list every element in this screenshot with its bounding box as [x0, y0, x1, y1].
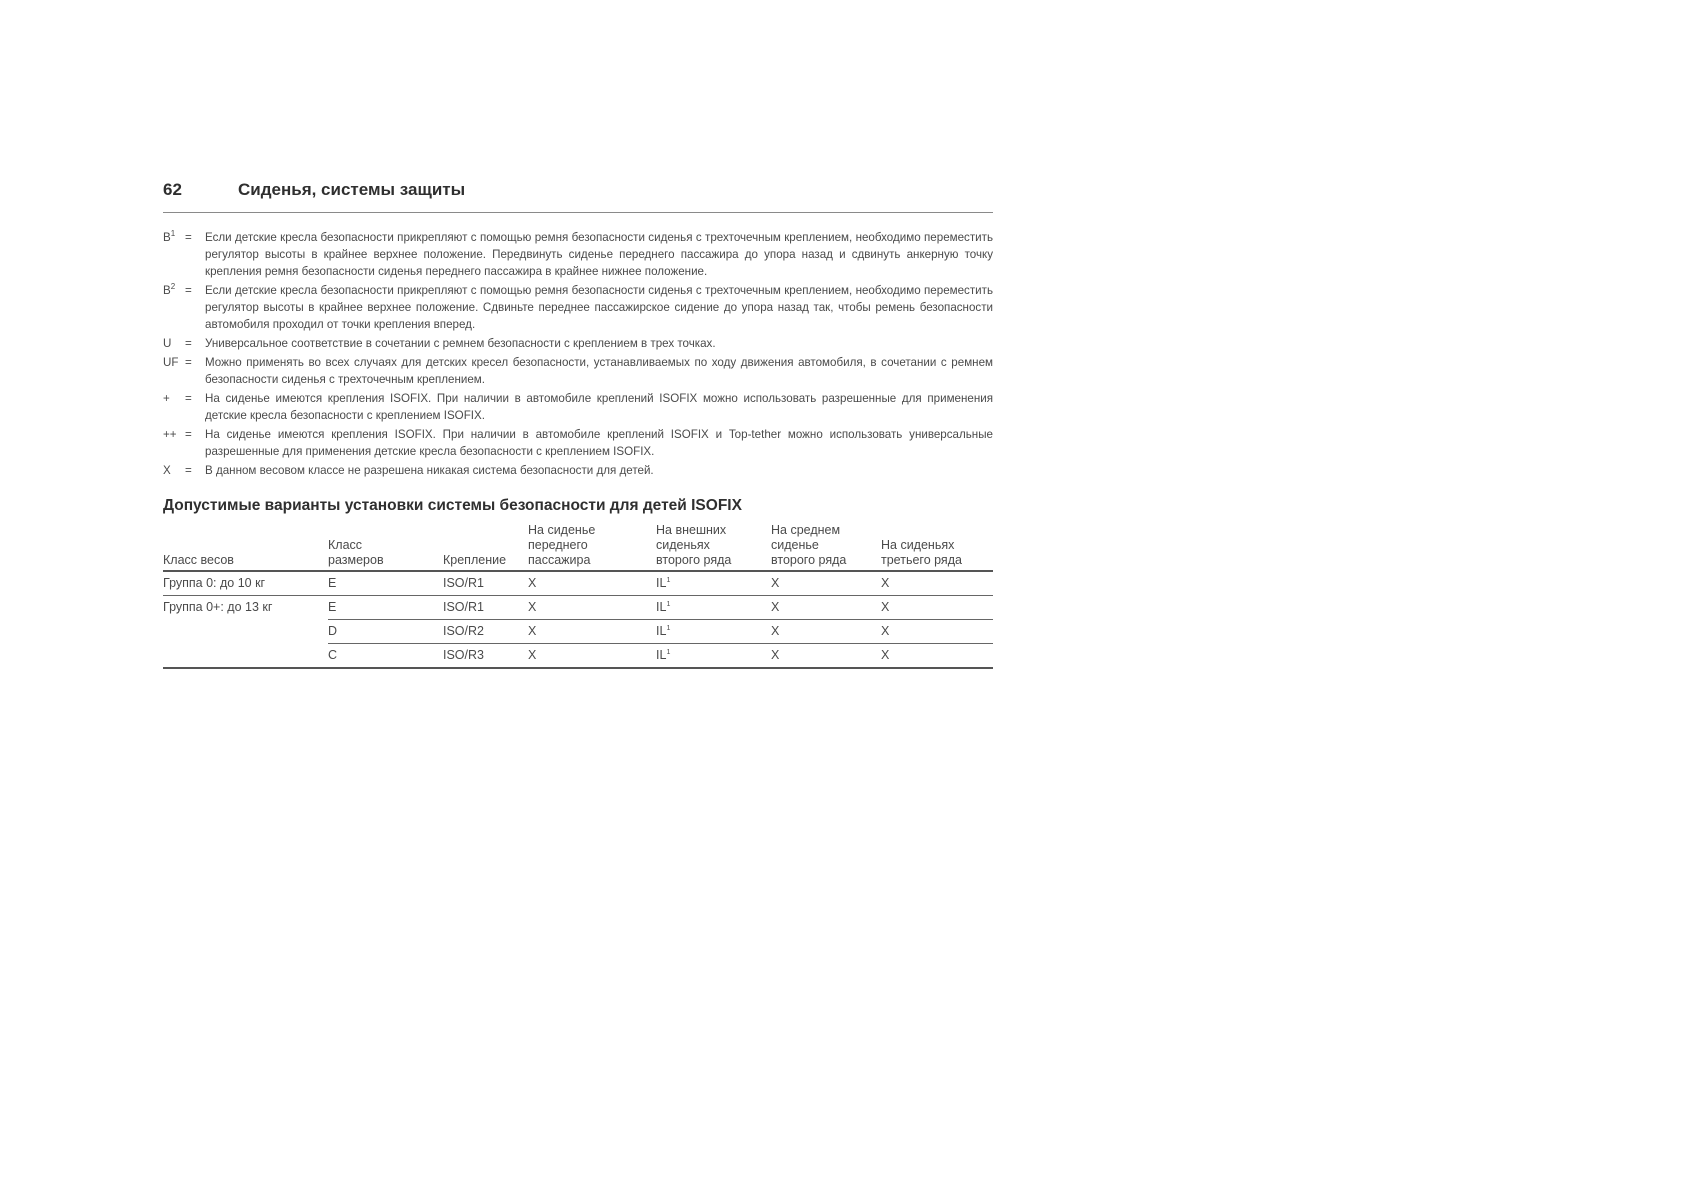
cell-outer: $IL^1$ [656, 596, 771, 620]
legend-item [163, 335, 993, 352]
legend-key: ++ [163, 428, 177, 441]
legend-list [163, 229, 993, 479]
cell-middle: X [771, 620, 881, 644]
legend-equals: = [185, 337, 192, 350]
legend-text: Если детские кресла безопасности прикрепляют с помощью ремня безопасности сиденья с трехточечным креплением, необходимо переместить регулятор высоты в крайнее верхнее положение. Сдвиньте переднее пассажирское сидение до упора назад так, чтобы ремень безопасности автомобиля проходил от точки крепления вперед. [205, 284, 993, 331]
page-number: 62 [163, 180, 182, 199]
legend-equals: = [185, 464, 192, 477]
header-outer-seats: На внешних сиденьях второго ряда [656, 523, 771, 571]
manual-page [163, 180, 993, 669]
legend-equals: = [185, 284, 192, 297]
legend-item [163, 390, 993, 424]
header-fixture: Крепление [443, 523, 528, 571]
cell-front: X [528, 620, 656, 644]
legend-equals: = [185, 356, 192, 369]
cell-size: E [328, 596, 443, 620]
header-size-class: Класс размеров [328, 523, 443, 571]
cell-third: X [881, 596, 993, 620]
cell-fixture: ISO/R3 [443, 644, 528, 669]
legend-text: На сиденье имеются крепления ISOFIX. При наличии в автомобиле креплений ISOFIX и Top-tether можно использовать универсальные разрешенные для применения детские кресла безопасности с креплением ISOFIX. [205, 428, 993, 458]
legend-text: Можно применять во всех случаях для детских кресел безопасности, устанавливаемых по ходу движения автомобиля, в сочетании с ремнем безопасности сиденья с трехточечным креплением. [205, 356, 993, 386]
header-third-row: На сиденьях третьего ряда [881, 523, 993, 571]
header-middle-seat: На среднем сиденье второго ряда [771, 523, 881, 571]
cell-front: X [528, 644, 656, 669]
cell-outer: $IL^1$ [656, 620, 771, 644]
cell-size: E [328, 571, 443, 596]
cell-third: X [881, 571, 993, 596]
cell-fixture: ISO/R1 [443, 571, 528, 596]
table-row [163, 596, 993, 620]
cell-middle: X [771, 644, 881, 669]
section-title: Сиденья, системы защиты [238, 180, 466, 199]
cell-weight: Группа 0: до 10 кг [163, 571, 328, 596]
legend-item [163, 229, 993, 280]
legend-key: $B^1$ [163, 229, 176, 244]
legend-key: U [163, 337, 172, 350]
isofix-table [163, 523, 993, 669]
cell-front: X [528, 596, 656, 620]
cell-fixture: ISO/R2 [443, 620, 528, 644]
header-divider [163, 212, 993, 213]
legend-key: $B^2$ [163, 282, 176, 297]
legend-equals: = [185, 428, 192, 441]
legend-text: Универсальное соответствие в сочетании с ремнем безопасности с креплением в трех точках. [205, 337, 716, 350]
legend-item [163, 426, 993, 460]
cell-third: X [881, 644, 993, 669]
legend-key: X [163, 464, 171, 477]
legend-text: На сиденье имеются крепления ISOFIX. При наличии в автомобиле креплений ISOFIX можно использовать разрешенные для применения детские кресла безопасности с креплением ISOFIX. [205, 392, 993, 422]
header-front-seat: На сиденье переднего пассажира [528, 523, 656, 571]
table-title: Допустимые варианты установки системы безопасности для детей ISOFIX [163, 497, 742, 514]
legend-item [163, 462, 993, 479]
cell-middle: X [771, 571, 881, 596]
legend-item [163, 354, 993, 388]
cell-weight: Группа 0+: до 13 кг [163, 596, 328, 669]
cell-fixture: ISO/R1 [443, 596, 528, 620]
legend-text: В данном весовом классе не разрешена никакая система безопасности для детей. [205, 464, 654, 477]
page-header [163, 180, 993, 210]
legend-equals: = [185, 392, 192, 405]
cell-size: D [328, 620, 443, 644]
cell-outer: $IL^1$ [656, 571, 771, 596]
cell-size: C [328, 644, 443, 669]
cell-outer: $IL^1$ [656, 644, 771, 669]
header-weight-class: Класс весов [163, 523, 328, 571]
table-header-row [163, 523, 993, 571]
cell-middle: X [771, 596, 881, 620]
cell-third: X [881, 620, 993, 644]
legend-text: Если детские кресла безопасности прикрепляют с помощью ремня безопасности сиденья с трехточечным креплением, необходимо переместить регулятор высоты в крайнее верхнее положение. Передвинуть сиденье переднего пассажира до упора назад и сдвинуть анкерную точку крепления ремня безопасности сиденья переднего пассажира в крайнее нижнее положение. [205, 231, 993, 278]
table-row [163, 571, 993, 596]
legend-key: + [163, 392, 170, 405]
legend-key: UF [163, 356, 179, 369]
legend-item [163, 282, 993, 333]
legend-equals: = [185, 231, 192, 244]
cell-front: X [528, 571, 656, 596]
